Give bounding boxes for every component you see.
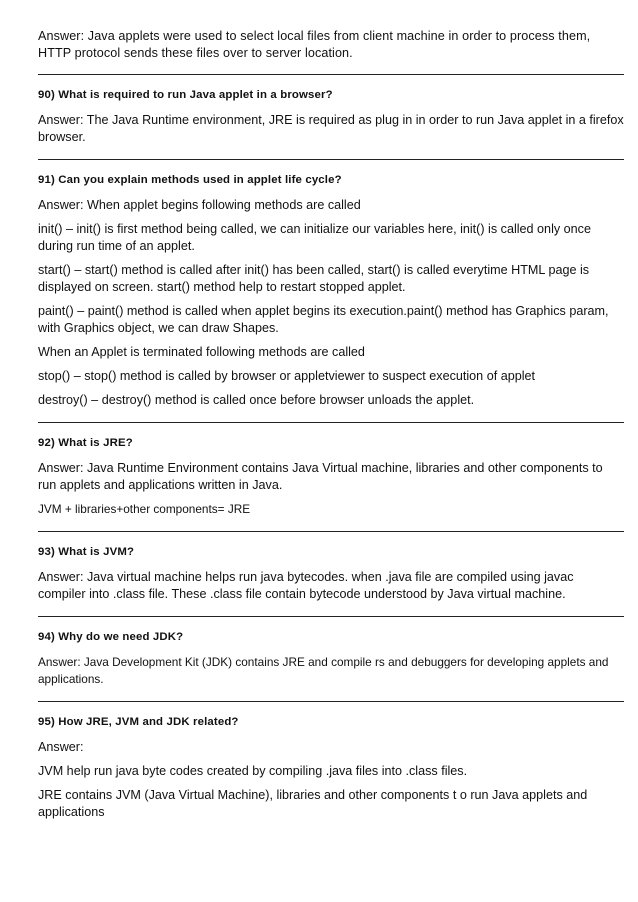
section-divider bbox=[38, 616, 624, 617]
qa-section-93 bbox=[38, 545, 624, 603]
section-divider bbox=[38, 422, 624, 423]
answer-paragraph: When an Applet is terminated following methods are called bbox=[38, 345, 365, 359]
answer-paragraph: paint() – paint() method is called when applet begins its execution.paint() method has Graphics param, with Graphics object, we can draw Shapes. bbox=[38, 304, 609, 335]
answer-paragraph: Answer: bbox=[38, 740, 84, 754]
answer-paragraph: JVM + libraries+other components= JRE bbox=[38, 502, 251, 516]
section-divider bbox=[38, 701, 624, 702]
answer-paragraph: Answer: Java Development Kit (JDK) contains JRE and compile rs and debuggers for developing applets and applications. bbox=[38, 655, 609, 686]
qa-section-95 bbox=[38, 715, 624, 821]
answer-paragraph: JVM help run java byte codes created by compiling .java files into .class files. bbox=[38, 764, 468, 778]
answer-paragraph: init() – init() is first method being called, we can initialize our variables here, init() is called only once during run time of an applet. bbox=[38, 222, 591, 253]
section-divider bbox=[38, 159, 624, 160]
question-heading: 92) What is JRE? bbox=[38, 437, 133, 449]
intro-block bbox=[38, 28, 624, 62]
intro-answer: Answer: Java applets were used to select local files from client machine in order to process them, HTTP protocol sends these files over to server location. bbox=[38, 29, 591, 60]
question-heading: 95) How JRE, JVM and JDK related? bbox=[38, 716, 239, 728]
answer-paragraph: Answer: The Java Runtime environment, JRE is required as plug in in order to run Java applet in a firefox browser. bbox=[38, 113, 624, 144]
answer-paragraph: stop() – stop() method is called by browser or appletviewer to suspect execution of applet bbox=[38, 369, 536, 383]
qa-section-94 bbox=[38, 630, 624, 688]
qa-section-91 bbox=[38, 173, 624, 409]
answer-paragraph: Answer: Java Runtime Environment contains Java Virtual machine, libraries and other components to run applets and applications written in Java. bbox=[38, 461, 603, 492]
qa-section-92 bbox=[38, 436, 624, 518]
answer-paragraph: start() – start() method is called after init() has been called, start() is called everytime HTML page is displayed on screen. start() method help to restart stopped applet. bbox=[38, 263, 590, 294]
question-heading: 94) Why do we need JDK? bbox=[38, 631, 184, 643]
question-heading: 91) Can you explain methods used in applet life cycle? bbox=[38, 174, 342, 186]
section-divider bbox=[38, 74, 624, 75]
qa-section-90 bbox=[38, 88, 624, 146]
answer-paragraph: destroy() – destroy() method is called once before browser unloads the applet. bbox=[38, 393, 475, 407]
question-heading: 90) What is required to run Java applet in a browser? bbox=[38, 89, 333, 101]
answer-paragraph: Answer: When applet begins following methods are called bbox=[38, 198, 361, 212]
document-page bbox=[38, 28, 624, 828]
question-heading: 93) What is JVM? bbox=[38, 546, 135, 558]
answer-paragraph: JRE contains JVM (Java Virtual Machine), libraries and other components t o run Java applets and applications bbox=[38, 788, 588, 819]
section-divider bbox=[38, 531, 624, 532]
answer-paragraph: Answer: Java virtual machine helps run java bytecodes. when .java file are compiled using javac compiler into .class file. These .class file contain bytecode understood by Java virtual machine. bbox=[38, 570, 574, 601]
